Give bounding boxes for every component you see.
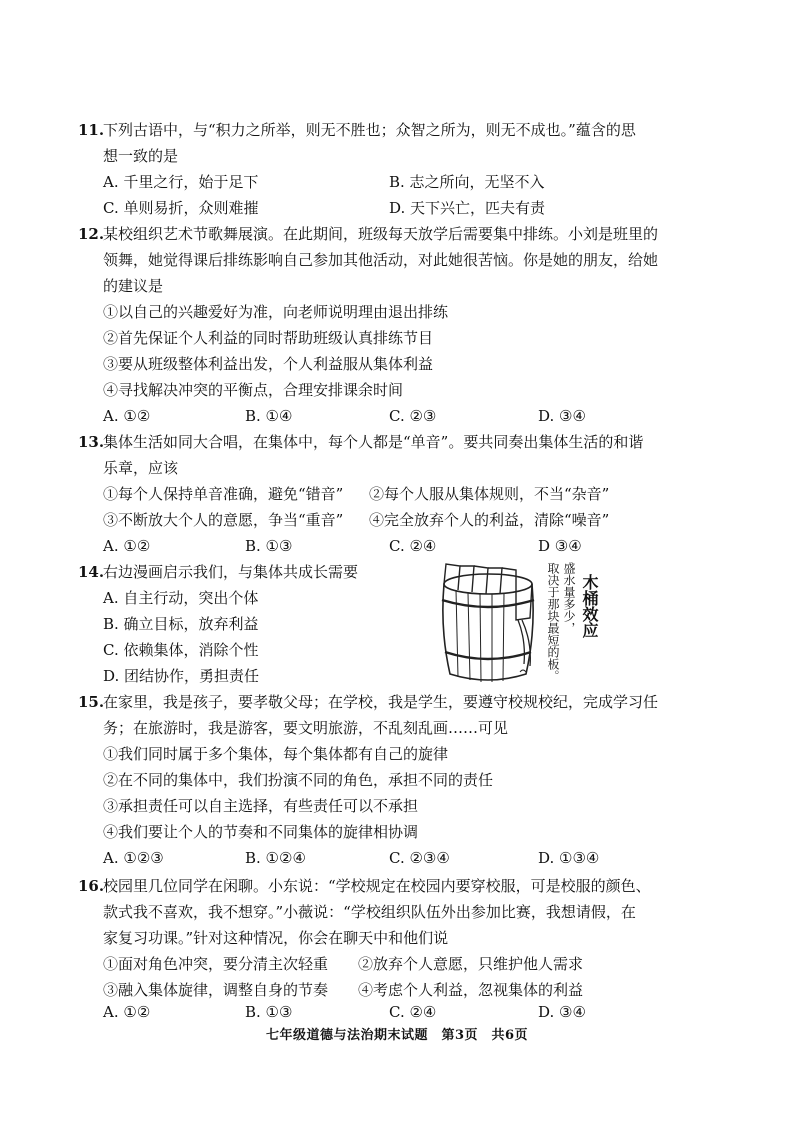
q15-stem-line1: 在家里，我是孩子，要孝敬父母；在学校，我是学生，要遵守校规校纪，完成学习任 [103, 693, 659, 711]
q14-option-a: A. 自主行动，突出个体 [103, 589, 259, 607]
q11-option-d: D. 天下兴亡，匹夫有责 [389, 199, 546, 217]
q16-stem-line1: 校园里几位同学在闲聊。小东说：“学校规定在校园内要穿校服，可是校服的颜色、 [103, 877, 651, 895]
q15-option-a: A. ①②③ [103, 849, 164, 867]
q12-option-b: B. ①④ [245, 407, 293, 425]
q13-number: 13. [78, 433, 105, 451]
q14-option-b: B. 确立目标，放弃利益 [103, 615, 259, 633]
q16-option-d: D. ③④ [538, 1003, 586, 1021]
q14-option-c: C. 依赖集体，消除个性 [103, 641, 259, 659]
q15-number: 15. [78, 693, 105, 711]
q13-option-d: D ③④ [538, 537, 582, 555]
q15-statement-1: ①我们同时属于多个集体，每个集体都有自己的旋律 [103, 745, 449, 763]
q16-option-a: A. ①② [103, 1003, 151, 1021]
q16-stem-line2: 款式我不喜欢，我不想穿。”小薇说：“学校组织队伍外出参加比赛，我想请假，在 [103, 903, 636, 921]
cartoon-caption-part2: 取决于那块最短的板。 [546, 562, 560, 682]
q12-statement-3: ③要从班级整体利益出发，个人利益服从集体利益 [103, 355, 434, 373]
q11-option-c: C. 单则易折，众则难摧 [103, 199, 259, 217]
q15-option-c: C. ②③④ [389, 849, 450, 867]
q16-stem-line3: 家复习功课。”针对这种情况，你会在聊天中和他们说 [103, 929, 449, 947]
q16-statement-3: ③融入集体旋律，调整自身的节奏 [103, 981, 329, 999]
q12-statement-1: ①以自己的兴趣爱好为准，向老师说明理由退出排练 [103, 303, 449, 321]
q13-statement-1: ①每个人保持单音准确，避免“错音” [103, 485, 344, 503]
q14-option-d: D. 团结协作，勇担责任 [103, 667, 260, 685]
q12-option-c: C. ②③ [389, 407, 437, 425]
q16-statement-4: ④考虑个人利益，忽视集体的利益 [358, 981, 584, 999]
q12-statement-2: ②首先保证个人利益的同时帮助班级认真排练节目 [103, 329, 434, 347]
q16-number: 16. [78, 877, 105, 895]
q16-statement-2: ②放弃个人意愿，只维护他人需求 [358, 955, 584, 973]
q12-stem-line3: 的建议是 [103, 277, 164, 295]
q13-option-a: A. ①② [103, 537, 151, 555]
q11-number: 11. [78, 121, 105, 139]
page-footer: 七年级道德与法治期末试题 第3页 共6页 [265, 1028, 529, 1043]
q16-option-c: C. ②④ [389, 1003, 437, 1021]
q15-option-d: D. ①③④ [538, 849, 600, 867]
q13-statement-2: ②每个人服从集体规则，不当“杂音” [369, 485, 610, 503]
q13-stem-line2: 乐章，应该 [103, 459, 179, 477]
q15-stem-line2: 务；在旅游时，我是游客，要文明旅游，不乱刻乱画……可见 [103, 719, 509, 737]
q12-statement-4: ④寻找解决冲突的平衡点，合理安排课余时间 [103, 381, 404, 399]
q11-option-a: A. 千里之行，始于足下 [103, 173, 259, 191]
q15-statement-2: ②在不同的集体中，我们扮演不同的角色，承担不同的责任 [103, 771, 494, 789]
cartoon-caption-part1: 盛水量多少， [562, 562, 576, 634]
q11-stem-line1: 下列古语中，与“积力之所举，则无不胜也；众智之所为，则无不成也。”蕴含的思 [103, 121, 636, 139]
q13-option-c: C. ②④ [389, 537, 437, 555]
q12-option-a: A. ①② [103, 407, 151, 425]
q13-stem-line1: 集体生活如同大合唱，在集体中，每个人都是“单音”。要共同奏出集体生活的和谐 [103, 433, 644, 451]
q13-statement-4: ④完全放弃个人的利益，清除“噪音” [369, 511, 610, 529]
barrel-cartoon [430, 560, 610, 690]
q14-stem: 右边漫画启示我们，与集体共成长需要 [103, 563, 359, 581]
q16-statement-1: ①面对角色冲突，要分清主次轻重 [103, 955, 329, 973]
q13-option-b: B. ①③ [245, 537, 293, 555]
q15-statement-3: ③承担责任可以自主选择，有些责任可以不承担 [103, 797, 419, 815]
q12-number: 12. [78, 225, 105, 243]
cartoon-title: 木桶效应 [580, 574, 599, 638]
q16-option-b: B. ①③ [245, 1003, 293, 1021]
q11-stem-line2: 想一致的是 [103, 147, 179, 165]
q14-number: 14. [78, 563, 105, 581]
q12-option-d: D. ③④ [538, 407, 586, 425]
q12-stem-line2: 领舞，她觉得课后排练影响自己参加其他活动，对此她很苦恼。你是她的朋友，给她 [103, 251, 659, 269]
q15-statement-4: ④我们要让个人的节奏和不同集体的旋律相协调 [103, 823, 419, 841]
q12-stem-line1: 某校组织艺术节歌舞展演。在此期间，班级每天放学后需要集中排练。小刘是班里的 [103, 225, 659, 243]
wooden-barrel-icon [430, 560, 550, 690]
q15-option-b: B. ①②④ [245, 849, 306, 867]
q13-statement-3: ③不断放大个人的意愿，争当“重音” [103, 511, 344, 529]
q11-option-b: B. 志之所向，无坚不入 [389, 173, 545, 191]
